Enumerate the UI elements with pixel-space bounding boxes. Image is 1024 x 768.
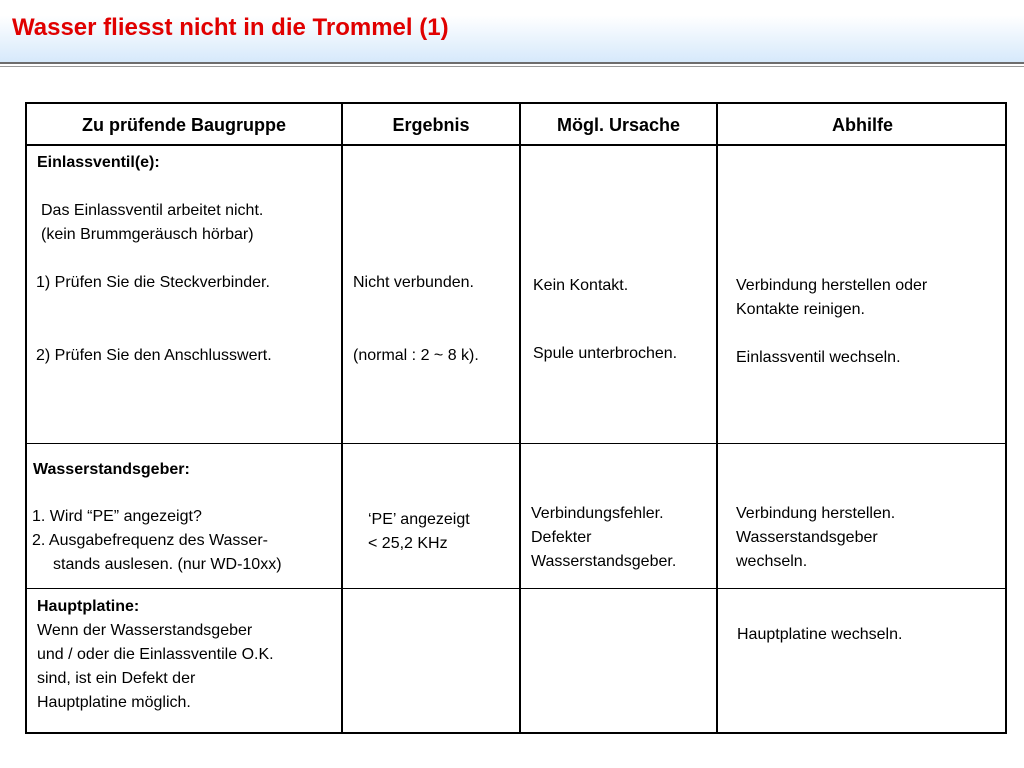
water-level-cause: Defekter [531, 529, 592, 546]
row-divider [27, 588, 1005, 589]
title-rule-thin [0, 66, 1024, 67]
section-title-inlet-valve: Einlassventil(e): [37, 154, 160, 171]
column-header-result: Ergebnis [392, 115, 470, 135]
water-level-check-2: stands auslesen. (nur WD-10xx) [53, 556, 282, 573]
inlet-valve-remedy-2: Einlassventil wechseln. [736, 349, 901, 366]
column-divider [519, 104, 521, 732]
inlet-valve-cause-1: Kein Kontakt. [533, 277, 629, 294]
inlet-valve-check-2: 2) Prüfen Sie den Anschlusswert. [36, 347, 272, 364]
main-board-note: sind, ist ein Defekt der [37, 670, 196, 687]
troubleshooting-table [25, 102, 1007, 734]
inlet-valve-remedy-1: Kontakte reinigen. [736, 301, 865, 318]
main-board-note: Hauptplatine möglich. [37, 694, 191, 711]
water-level-remedy: Wasserstandsgeber [736, 529, 878, 546]
inlet-valve-remedy-1: Verbindung herstellen oder [736, 277, 928, 294]
column-divider [341, 104, 343, 732]
section-title-main-board: Hauptplatine: [37, 598, 140, 615]
column-header-component: Zu prüfende Baugruppe [82, 115, 286, 135]
inlet-valve-result-2: (normal : 2 ~ 8 k). [353, 347, 479, 364]
water-level-result: ‘PE’ angezeigt [368, 511, 470, 528]
water-level-check-1: 1. Wird “PE” angezeigt? [32, 508, 202, 525]
water-level-cause: Wasserstandsgeber. [531, 553, 677, 570]
title-rule-thick [0, 62, 1024, 64]
section-title-water-level-sensor: Wasserstandsgeber: [33, 461, 190, 478]
main-board-note: und / oder die Einlassventile O.K. [37, 646, 274, 663]
main-board-note: Wenn der Wasserstandsgeber [37, 622, 253, 639]
column-header-cause: Mögl. Ursache [556, 115, 681, 135]
slide-title: Wasser fliesst nicht in die Trommel (1) [12, 14, 449, 41]
water-level-result: < 25,2 KHz [368, 535, 448, 552]
row-divider [27, 443, 1005, 444]
water-level-remedy: Verbindung herstellen. [736, 505, 896, 522]
inlet-valve-cause-2: Spule unterbrochen. [533, 345, 678, 362]
water-level-check-2: 2. Ausgabefrequenz des Wasser- [32, 532, 268, 549]
column-divider [716, 104, 718, 732]
inlet-valve-intro: Das Einlassventil arbeitet nicht. [41, 202, 264, 219]
inlet-valve-intro: (kein Brummgeräusch hörbar) [41, 226, 254, 243]
inlet-valve-check-1: 1) Prüfen Sie die Steckverbinder. [36, 274, 270, 291]
column-header-remedy: Abhilfe [832, 115, 893, 135]
water-level-cause: Verbindungsfehler. [531, 505, 664, 522]
inlet-valve-result-1: Nicht verbunden. [353, 274, 474, 291]
main-board-remedy: Hauptplatine wechseln. [737, 626, 903, 643]
water-level-remedy: wechseln. [736, 553, 808, 570]
